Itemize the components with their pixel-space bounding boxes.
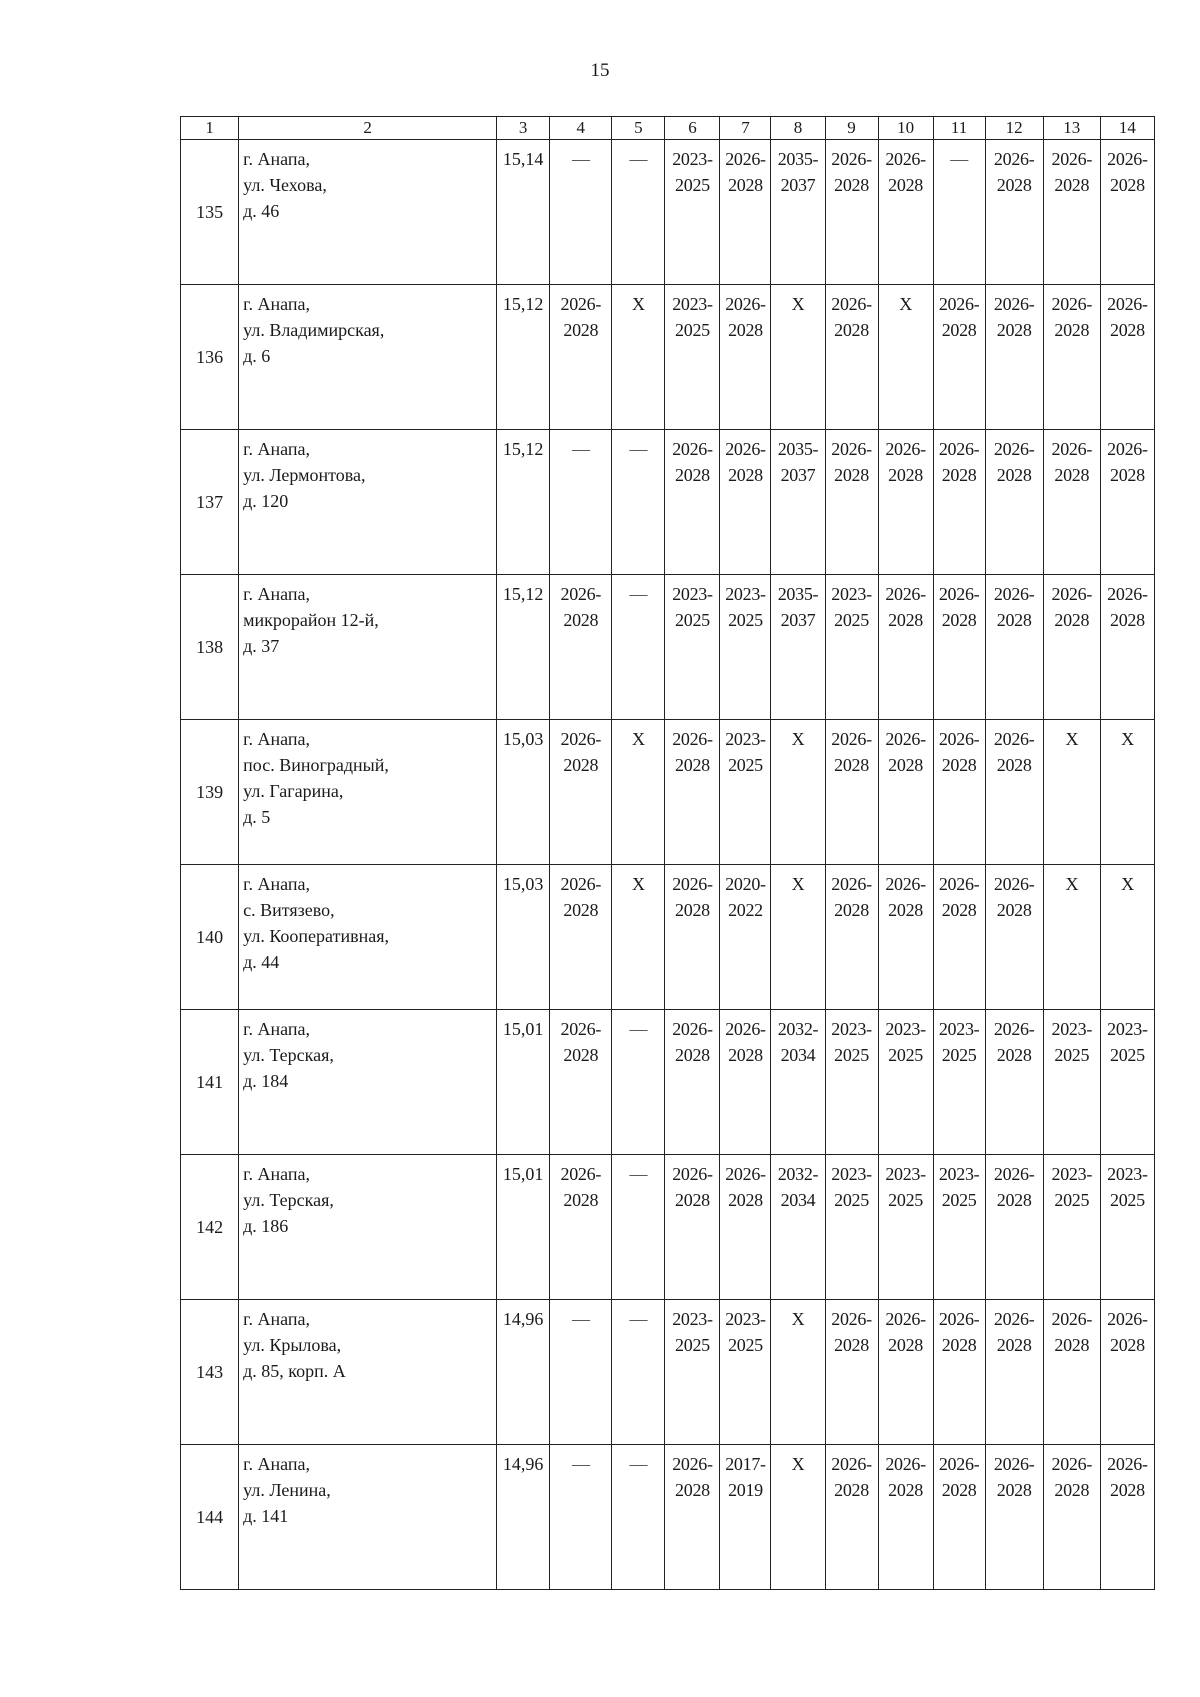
column-header: 9 <box>825 117 878 140</box>
period-cell: 2026- 2028 <box>878 865 933 1010</box>
period-cell: 2026- 2028 <box>1043 285 1100 430</box>
period-cell: 2032- 2034 <box>771 1155 825 1300</box>
period-cell: 2026- 2028 <box>550 285 612 430</box>
area-cell: 15,01 <box>497 1155 550 1300</box>
address-line: ул. Чехова, <box>243 175 327 195</box>
area-cell: 15,12 <box>497 285 550 430</box>
column-header: 7 <box>720 117 771 140</box>
address-line: д. 46 <box>243 201 280 221</box>
address-line: д. 85, корп. А <box>243 1361 346 1381</box>
period-cell: — <box>550 1300 612 1445</box>
period-cell: Х <box>1100 865 1154 1010</box>
table-row <box>181 1010 1155 1155</box>
row-number: 141 <box>181 1010 239 1155</box>
period-cell: Х <box>1100 720 1154 865</box>
period-cell: 2026- 2028 <box>550 1010 612 1155</box>
row-number: 139 <box>181 720 239 865</box>
period-cell: 2023- 2025 <box>665 575 720 720</box>
period-cell: 2026- 2028 <box>985 140 1043 285</box>
column-header: 2 <box>239 117 497 140</box>
period-cell: 2026- 2028 <box>878 575 933 720</box>
period-cell: 2026- 2028 <box>1043 140 1100 285</box>
period-cell: Х <box>771 1300 825 1445</box>
period-cell: 2026- 2028 <box>1043 430 1100 575</box>
table-row <box>181 865 1155 1010</box>
row-number: 142 <box>181 1155 239 1300</box>
period-cell: 2023- 2025 <box>825 575 878 720</box>
address-cell <box>239 1445 497 1590</box>
address-line: д. 141 <box>243 1506 289 1526</box>
period-cell: — <box>612 1010 665 1155</box>
period-cell: 2026- 2028 <box>720 1010 771 1155</box>
period-cell: — <box>612 140 665 285</box>
period-cell: 2017- 2019 <box>720 1445 771 1590</box>
period-cell: 2026- 2028 <box>878 430 933 575</box>
period-cell: 2026- 2028 <box>550 720 612 865</box>
column-header: 3 <box>497 117 550 140</box>
address-line: г. Анапа, <box>243 294 310 314</box>
area-cell: 15,12 <box>497 430 550 575</box>
period-cell: 2026- 2028 <box>878 1445 933 1590</box>
period-cell: 2026- 2028 <box>985 865 1043 1010</box>
period-cell: — <box>612 1155 665 1300</box>
row-number: 136 <box>181 285 239 430</box>
period-cell: 2026- 2028 <box>878 140 933 285</box>
period-cell: 2026- 2028 <box>550 865 612 1010</box>
period-cell: 2026- 2028 <box>933 865 985 1010</box>
address-line: д. 186 <box>243 1216 289 1236</box>
period-cell: 2023- 2025 <box>933 1155 985 1300</box>
table-row <box>181 285 1155 430</box>
period-cell: 2026- 2028 <box>825 1300 878 1445</box>
column-header: 8 <box>771 117 825 140</box>
address-cell <box>239 720 497 865</box>
address-cell <box>239 1300 497 1445</box>
period-cell: 2023- 2025 <box>1043 1155 1100 1300</box>
area-cell: 15,03 <box>497 865 550 1010</box>
address-line: ул. Гагарина, <box>243 781 344 801</box>
address-line: г. Анапа, <box>243 439 310 459</box>
area-cell: 14,96 <box>497 1445 550 1590</box>
period-cell: 2026- 2028 <box>665 720 720 865</box>
address-line: г. Анапа, <box>243 1019 310 1039</box>
period-cell: 2026- 2028 <box>665 865 720 1010</box>
address-line: д. 37 <box>243 636 280 656</box>
period-cell: 2026- 2028 <box>720 140 771 285</box>
period-cell: Х <box>771 865 825 1010</box>
period-cell: 2026- 2028 <box>825 140 878 285</box>
column-header: 4 <box>550 117 612 140</box>
table-row <box>181 1155 1155 1300</box>
period-cell: 2023- 2025 <box>1043 1010 1100 1155</box>
address-cell <box>239 1010 497 1155</box>
address-line: г. Анапа, <box>243 874 310 894</box>
period-cell: 2023- 2025 <box>878 1010 933 1155</box>
period-cell: 2026- 2028 <box>1100 1445 1154 1590</box>
column-header: 1 <box>181 117 239 140</box>
period-cell: 2026- 2028 <box>550 575 612 720</box>
column-header: 14 <box>1100 117 1154 140</box>
period-cell: 2026- 2028 <box>550 1155 612 1300</box>
period-cell: — <box>612 430 665 575</box>
address-line: г. Анапа, <box>243 1309 310 1329</box>
period-cell: — <box>612 575 665 720</box>
period-cell: Х <box>1043 865 1100 1010</box>
period-cell: 2026- 2028 <box>825 865 878 1010</box>
period-cell: 2026- 2028 <box>825 1445 878 1590</box>
address-line: ул. Терская, <box>243 1045 334 1065</box>
period-cell: 2020- 2022 <box>720 865 771 1010</box>
period-cell: 2026- 2028 <box>1043 575 1100 720</box>
address-line: д. 44 <box>243 952 280 972</box>
period-cell: 2026- 2028 <box>933 720 985 865</box>
period-cell: 2026- 2028 <box>720 285 771 430</box>
period-cell: 2023- 2025 <box>665 1300 720 1445</box>
period-cell: 2026- 2028 <box>985 1010 1043 1155</box>
period-cell: 2023- 2025 <box>1100 1010 1154 1155</box>
address-line: ул. Ленина, <box>243 1480 331 1500</box>
period-cell: 2026- 2028 <box>1100 430 1154 575</box>
row-number: 144 <box>181 1445 239 1590</box>
period-cell: Х <box>771 1445 825 1590</box>
address-cell <box>239 575 497 720</box>
address-line: ул. Кооперативная, <box>243 926 389 946</box>
address-line: микрорайон 12-й, <box>243 610 379 630</box>
address-line: д. 184 <box>243 1071 289 1091</box>
table-row <box>181 720 1155 865</box>
address-cell <box>239 430 497 575</box>
period-cell: — <box>612 1300 665 1445</box>
period-cell: 2026- 2028 <box>665 1155 720 1300</box>
repair-schedule-table <box>180 116 1155 1590</box>
period-cell: 2026- 2028 <box>933 430 985 575</box>
row-number: 135 <box>181 140 239 285</box>
address-cell <box>239 285 497 430</box>
period-cell: 2026- 2028 <box>985 1445 1043 1590</box>
address-line: г. Анапа, <box>243 149 310 169</box>
period-cell: 2023- 2025 <box>878 1155 933 1300</box>
period-cell: 2023- 2025 <box>665 140 720 285</box>
period-cell: 2023- 2025 <box>825 1155 878 1300</box>
period-cell: — <box>550 430 612 575</box>
row-number: 140 <box>181 865 239 1010</box>
period-cell: 2026- 2028 <box>1043 1445 1100 1590</box>
column-header: 11 <box>933 117 985 140</box>
period-cell: 2026- 2028 <box>985 1300 1043 1445</box>
address-line: д. 120 <box>243 491 289 511</box>
period-cell: 2026- 2028 <box>720 1155 771 1300</box>
period-cell: 2026- 2028 <box>1043 1300 1100 1445</box>
period-cell: 2026- 2028 <box>985 1155 1043 1300</box>
period-cell: Х <box>878 285 933 430</box>
period-cell: 2026- 2028 <box>665 1010 720 1155</box>
period-cell: Х <box>612 865 665 1010</box>
address-line: ул. Лермонтова, <box>243 465 366 485</box>
period-cell: 2026- 2028 <box>878 720 933 865</box>
period-cell: 2023- 2025 <box>665 285 720 430</box>
period-cell: 2026- 2028 <box>985 285 1043 430</box>
area-cell: 14,96 <box>497 1300 550 1445</box>
table-row <box>181 430 1155 575</box>
period-cell: 2026- 2028 <box>1100 1300 1154 1445</box>
period-cell: 2026- 2028 <box>985 575 1043 720</box>
period-cell: 2026- 2028 <box>665 430 720 575</box>
address-line: г. Анапа, <box>243 729 310 749</box>
column-header: 13 <box>1043 117 1100 140</box>
period-cell: Х <box>612 285 665 430</box>
address-line: ул. Терская, <box>243 1190 334 1210</box>
period-cell: 2026- 2028 <box>825 430 878 575</box>
period-cell: 2023- 2025 <box>825 1010 878 1155</box>
period-cell: 2023- 2025 <box>1100 1155 1154 1300</box>
column-header: 5 <box>612 117 665 140</box>
address-cell <box>239 1155 497 1300</box>
address-line: пос. Виноградный, <box>243 755 389 775</box>
address-cell <box>239 865 497 1010</box>
period-cell: 2026- 2028 <box>933 575 985 720</box>
period-cell: Х <box>771 285 825 430</box>
header-row <box>181 117 1155 140</box>
period-cell: 2035- 2037 <box>771 575 825 720</box>
address-line: г. Анапа, <box>243 1164 310 1184</box>
area-cell: 15,03 <box>497 720 550 865</box>
period-cell: 2026- 2028 <box>1100 140 1154 285</box>
period-cell: — <box>550 1445 612 1590</box>
area-cell: 15,01 <box>497 1010 550 1155</box>
table-row <box>181 1445 1155 1590</box>
period-cell: Х <box>1043 720 1100 865</box>
address-cell <box>239 140 497 285</box>
table-row <box>181 140 1155 285</box>
period-cell: 2023- 2025 <box>720 1300 771 1445</box>
period-cell: — <box>550 140 612 285</box>
period-cell: 2026- 2028 <box>665 1445 720 1590</box>
address-line: г. Анапа, <box>243 584 310 604</box>
period-cell: 2026- 2028 <box>985 430 1043 575</box>
period-cell: — <box>933 140 985 285</box>
address-line: г. Анапа, <box>243 1454 310 1474</box>
row-number: 143 <box>181 1300 239 1445</box>
address-line: ул. Крылова, <box>243 1335 342 1355</box>
period-cell: Х <box>771 720 825 865</box>
table-row <box>181 1300 1155 1445</box>
period-cell: 2035- 2037 <box>771 430 825 575</box>
period-cell: 2023- 2025 <box>720 720 771 865</box>
column-header: 12 <box>985 117 1043 140</box>
address-line: д. 6 <box>243 346 271 366</box>
row-number: 138 <box>181 575 239 720</box>
period-cell: 2026- 2028 <box>933 1445 985 1590</box>
period-cell: 2026- 2028 <box>720 430 771 575</box>
period-cell: 2026- 2028 <box>933 1300 985 1445</box>
period-cell: — <box>612 1445 665 1590</box>
column-header: 6 <box>665 117 720 140</box>
period-cell: 2035- 2037 <box>771 140 825 285</box>
period-cell: 2032- 2034 <box>771 1010 825 1155</box>
address-line: с. Витязево, <box>243 900 335 920</box>
period-cell: 2023- 2025 <box>720 575 771 720</box>
period-cell: Х <box>612 720 665 865</box>
table-row <box>181 575 1155 720</box>
period-cell: 2023- 2025 <box>933 1010 985 1155</box>
period-cell: 2026- 2028 <box>878 1300 933 1445</box>
area-cell: 15,14 <box>497 140 550 285</box>
column-header: 10 <box>878 117 933 140</box>
period-cell: 2026- 2028 <box>985 720 1043 865</box>
period-cell: 2026- 2028 <box>1100 285 1154 430</box>
row-number: 137 <box>181 430 239 575</box>
period-cell: 2026- 2028 <box>933 285 985 430</box>
page-number: 15 <box>590 60 610 81</box>
period-cell: 2026- 2028 <box>1100 575 1154 720</box>
address-line: д. 5 <box>243 807 271 827</box>
address-line: ул. Владимирская, <box>243 320 385 340</box>
area-cell: 15,12 <box>497 575 550 720</box>
period-cell: 2026- 2028 <box>825 720 878 865</box>
period-cell: 2026- 2028 <box>825 285 878 430</box>
